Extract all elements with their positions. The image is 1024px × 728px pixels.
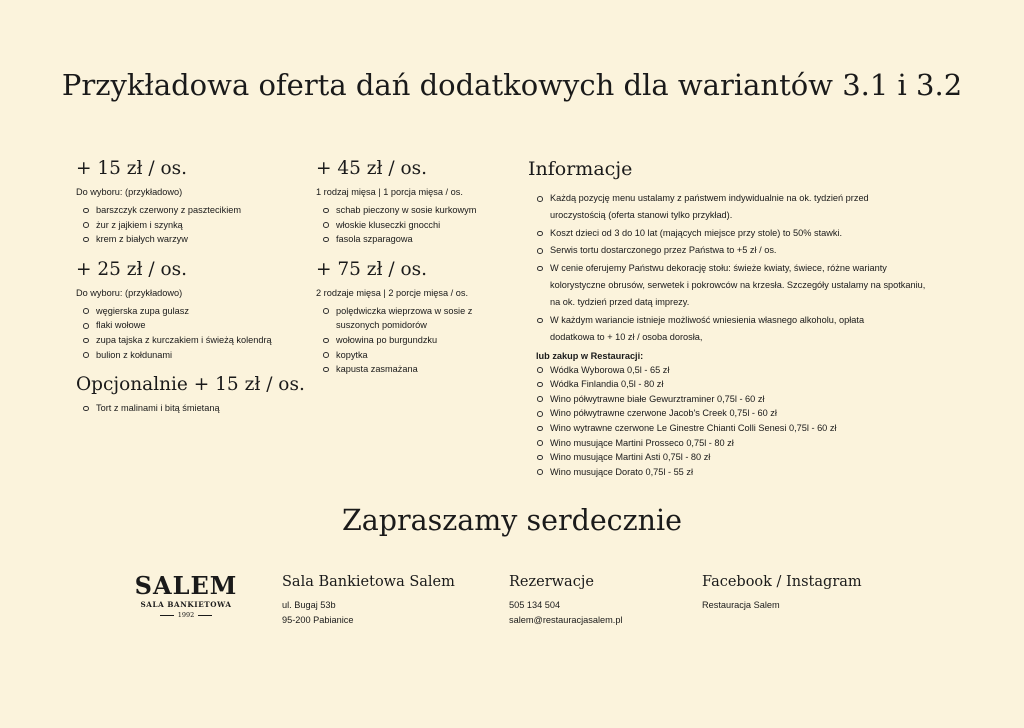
list-item: kapusta zasmażana (316, 362, 506, 377)
soup-list-15 (76, 203, 308, 247)
social-heading: Facebook / Instagram (702, 574, 862, 590)
list-item: W każdym wariancie istnieje możliwość wniesienia własnego alkoholu, opłata dodatkowa to + 10 zł / osoba dorosła, (528, 312, 910, 347)
logo-year-text: 1992 (177, 611, 195, 619)
booking-heading: Rezerwacje (509, 574, 594, 590)
list-item: Wino wytrawne czerwone Le Ginestre Chianti Colli Senesi 0,75l - 60 zł (528, 421, 948, 436)
price-heading-75: + 75 zł / os. (316, 258, 428, 280)
venue-block (282, 572, 455, 628)
logo-subtitle: SALA BANKIETOWA (140, 600, 232, 609)
list-item: W cenie oferujemy Państwu dekorację stołu: świeże kwiaty, świece, różne warianty kolorystyczne obrusów, serwetek i pokrowców na krzesła. Szczegóły ustalamy na spotkaniu, na ok. tydzień przed datą imprezy. (528, 260, 926, 312)
list-item: bulion z kołdunami (76, 348, 308, 363)
list-item: flaki wołowe (76, 318, 308, 333)
list-item: Tort z malinami i bitą śmietaną (76, 401, 308, 416)
list-item: Wino musujące Martini Prosseco 0,75l - 80 zł (528, 436, 948, 451)
main-list-45 (316, 203, 522, 247)
list-item: schab pieczony w sosie kurkowym (316, 203, 522, 218)
list-item: włoskie kluseczki gnocchi (316, 218, 522, 233)
venue-street: ul. Bugaj 53b (282, 600, 336, 610)
list-item: krem z białych warzyw (76, 232, 308, 247)
info-column (528, 156, 948, 479)
soup-list-25 (76, 304, 308, 362)
price-heading-15: + 15 zł / os. (76, 158, 188, 179)
menu-column-1 (76, 156, 308, 416)
menu-column-2 (316, 156, 522, 377)
list-item: zupa tajska z kurczakiem i świeżą kolendrą (76, 333, 308, 348)
price-heading-45: + 45 zł / os. (316, 158, 428, 179)
list-item: Wino musujące Dorato 0,75l - 55 zł (528, 465, 948, 480)
list-item: kopytka (316, 348, 506, 363)
logo-year (132, 610, 240, 620)
list-item: Każdą pozycję menu ustalamy z państwem indywidualnie na ok. tydzień przed uroczystością (oferta stanowi tylko przykład). (528, 190, 900, 225)
main-list-75 (316, 304, 506, 377)
choice-note: Do wyboru: (przykładowo) (76, 187, 183, 197)
list-item: żur z jajkiem i szynką (76, 218, 308, 233)
optional-heading: Opcjonalnie + 15 zł / os. (76, 374, 305, 396)
list-item: Koszt dzieci od 3 do 10 lat (mających miejsce przy stole) to 50% stawki. (528, 225, 938, 242)
list-item: wołowina po burgundzku (316, 333, 506, 348)
list-item: Wódka Finlandia 0,5l - 80 zł (528, 377, 948, 392)
list-item: Serwis tortu dostarczonego przez Państwa to +5 zł / os. (528, 242, 938, 259)
drinks-list (528, 363, 948, 480)
venue-heading: Sala Bankietowa Salem (282, 574, 455, 590)
info-list (528, 190, 938, 347)
social-name[interactable]: Restauracja Salem (702, 600, 780, 610)
list-item: Wódka Wyborowa 0,5l - 65 zł (528, 363, 948, 378)
list-item: węgierska zupa gulasz (76, 304, 308, 319)
info-heading: Informacje (528, 158, 633, 180)
booking-block (509, 572, 623, 628)
booking-email[interactable]: salem@restauracjasalem.pl (509, 615, 623, 625)
portion-note: 2 rodzaje mięsa | 2 porcje mięsa / os. (316, 287, 469, 298)
logo-wordmark: SALEM (134, 571, 238, 600)
list-item: Wino półwytrawne czerwone Jacob's Creek 0,75l - 60 zł (528, 406, 948, 421)
invitation-heading: Zapraszamy serdecznie (341, 504, 682, 537)
cake-list (76, 401, 308, 416)
list-item: fasola szparagowa (316, 232, 522, 247)
choice-note: Do wyboru: (przykładowo) (76, 287, 183, 298)
venue-city: 95-200 Pabianice (282, 615, 354, 625)
list-item: Wino półwytrawne białe Gewurztraminer 0,75l - 60 zł (528, 392, 948, 407)
purchase-label: lub zakup w Restauracji: (536, 350, 644, 361)
salem-logo (132, 572, 240, 620)
list-item: polędwiczka wieprzowa w sosie z suszonych pomidorów (316, 304, 506, 333)
page-title: Przykładowa oferta dań dodatkowych dla wariantów 3.1 i 3.2 (61, 68, 963, 102)
list-item: Wino musujące Martini Asti 0,75l - 80 zł (528, 450, 948, 465)
portion-note: 1 rodzaj mięsa | 1 porcja mięsa / os. (316, 187, 463, 197)
list-item: barszczyk czerwony z pasztecikiem (76, 203, 308, 218)
social-block (702, 572, 862, 613)
booking-phone: 505 134 504 (509, 600, 561, 610)
price-heading-25: + 25 zł / os. (76, 258, 188, 280)
